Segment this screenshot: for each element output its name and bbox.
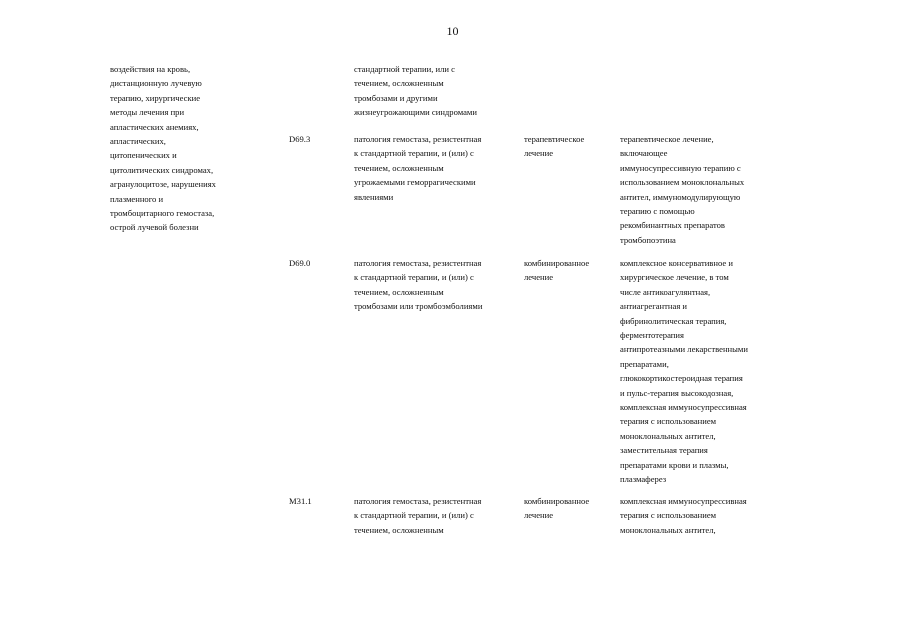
text-line: апластических,	[110, 136, 166, 147]
text-line: воздействия на кровь,	[110, 64, 191, 74]
text-line: хирургическое лечение, в том	[620, 272, 729, 283]
text-line: терапия с использованием	[620, 416, 717, 427]
text-line: комплексное консервативное и	[620, 258, 733, 268]
text-line: тромбопоэтина	[620, 234, 676, 245]
row-code: M31.1	[289, 496, 312, 506]
text-line: включающее	[620, 148, 668, 159]
text-line: антител, иммуномодулирующую	[620, 191, 741, 202]
text-line: комплексная иммуносупрессивная	[620, 402, 747, 413]
text-line: тромбозами и другими	[354, 92, 438, 103]
row-treatment-method	[620, 494, 747, 537]
text-line: к стандартной терапии, и (или) с	[354, 272, 474, 283]
text-line: явлениями	[354, 191, 394, 202]
text-line: течением, осложненным	[354, 78, 444, 89]
text-line: острой лучевой болезни	[110, 222, 199, 233]
text-line: использованием моноклональных	[620, 177, 745, 188]
text-line: препаратами крови и плазмы,	[620, 459, 729, 470]
text-line: комбинированное	[524, 258, 590, 268]
text-line: цитопенических и	[110, 150, 177, 161]
text-line: моноклональных антител,	[620, 524, 716, 535]
text-line: заместительная терапия	[620, 445, 708, 456]
text-line: лечение	[524, 148, 554, 159]
text-line: цитолитических синдромах,	[110, 164, 214, 175]
text-line: ферментотерапия	[620, 330, 684, 341]
row-patient-model	[354, 494, 481, 537]
text-line: тромбозами или тромбоэмболиями	[354, 301, 483, 312]
text-line: комплексная иммуносупрессивная	[620, 496, 747, 506]
text-line: методы лечения при	[110, 107, 185, 118]
text-line: и пульс-терапия высокодозная,	[620, 387, 734, 398]
row-patient-model	[354, 132, 481, 204]
text-line: фибринолитическая терапия,	[620, 315, 727, 326]
text-line: угрожаемыми геморрагическими	[354, 177, 476, 188]
text-line: к стандартной терапии, и (или) с	[354, 510, 474, 521]
row-treatment-type	[524, 256, 589, 285]
row-code: D69.0	[289, 258, 311, 268]
carryover-treatment-text	[110, 62, 216, 235]
text-line: течением, осложненным	[354, 524, 444, 535]
row-treatment-type	[524, 494, 589, 523]
page-number: 10	[446, 24, 459, 38]
text-line: жизнеугрожающими синдромами	[354, 107, 477, 118]
text-line: течением, осложненным	[354, 162, 444, 173]
text-line: тромбоцитарного гемостаза,	[110, 208, 215, 219]
text-line: комбинированное	[524, 496, 590, 506]
text-line: патология гемостаза, резистентная	[354, 258, 482, 268]
text-line: терапия с использованием	[620, 510, 717, 521]
text-line: препаратами,	[620, 358, 669, 369]
row-treatment-type	[524, 132, 584, 161]
text-line: рекомбинантных препаратов	[620, 220, 725, 231]
text-line: дистанционную лучевую	[110, 78, 202, 89]
row-patient-model	[354, 256, 482, 314]
text-line: терапевтическое лечение,	[620, 134, 714, 144]
text-line: стандартной терапии, или с	[354, 64, 455, 74]
text-line: патология гемостаза, резистентная	[354, 496, 482, 506]
text-line: моноклональных антител,	[620, 430, 716, 441]
text-line: течением, осложненным	[354, 286, 444, 297]
row-code: D69.3	[289, 134, 311, 144]
text-line: глюкокортикостероидная терапия	[620, 373, 743, 384]
text-line: к стандартной терапии, и (или) с	[354, 148, 474, 159]
text-line: агранулоцитозе, нарушениях	[110, 179, 216, 190]
text-line: иммуносупрессивную терапию с	[620, 162, 741, 173]
text-line: терапию с помощью	[620, 206, 695, 217]
text-line: терапию, хирургические	[110, 92, 201, 103]
row-treatment-method	[620, 256, 748, 487]
text-line: антипротеазными лекарственными	[620, 344, 748, 355]
text-line: антиагрегантная и	[620, 301, 688, 312]
carryover-model-text	[354, 62, 477, 120]
row-treatment-method	[620, 132, 744, 247]
text-line: плазмаферез	[620, 474, 667, 485]
text-line: лечение	[524, 510, 554, 521]
text-line: терапевтическое	[524, 134, 585, 144]
text-line: патология гемостаза, резистентная	[354, 134, 482, 144]
text-line: числе антикоагулянтная,	[620, 286, 711, 297]
text-line: лечение	[524, 272, 554, 283]
text-line: апластических анемиях,	[110, 121, 199, 132]
text-line: плазменного и	[110, 193, 164, 204]
